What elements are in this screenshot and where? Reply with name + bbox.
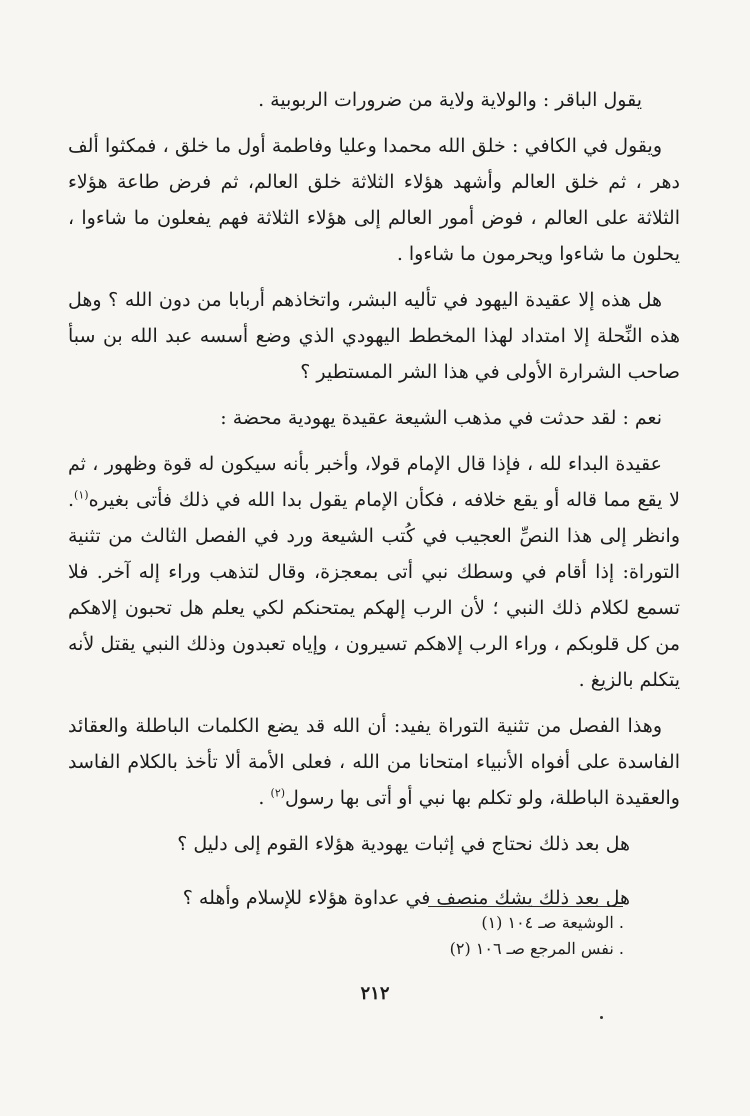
footnote-1: (١) الوشيعة صـ ١٠٤ . — [481, 913, 624, 932]
footnote-divider — [428, 906, 623, 907]
paragraph-yes: نعم : لقد حدثت في مذهب الشيعة عقيدة يهودية محضة : — [220, 407, 662, 429]
paragraph-kafi: ويقول في الكافي : خلق الله محمدا وعليا وفاطمة أول ما خلق ، فمكثوا ألف دهر ، ثم خلق العالم وأشهد هؤلاء الثلاثة خلق العالم، ثم فرض طاعة هؤلاء الثلاثة على العالم ، فوض أمور العالم إلى هؤلاء الثلاثة فهم يفعلون ما شاءوا ، يحلون ما شاءوا ويحرمون ما شاءوا . — [68, 135, 680, 265]
footnote-2: (٢) نفس المرجع صـ ١٠٦ . — [449, 939, 624, 958]
paragraph-question-jews: هل هذه إلا عقيدة اليهود في تأليه البشر، واتخاذهم أربابا من دون الله ؟ وهل هذه النِّحلة إلا امتداد لهذا المخطط اليهودي الذي وضع أسسه عبد الله بن سبأ صاحب الشرارة الأولى في هذا الشر المستطير ؟ — [68, 289, 680, 383]
torah-text: وهذا الفصل من تثنية التوراة يفيد: أن الله قد يضع الكلمات الباطلة والعقائد الفاسدة على أفواه الأنبياء امتحانا من الله ، فعلى الأمة ألا تأخذ بالكلام الفاسد والعقيدة الباطلة، ولو تكلم بها نبي أو أتى بها رسول — [68, 715, 680, 809]
print-speck — [600, 1016, 603, 1019]
footnote-ref-1: (١) — [74, 488, 89, 502]
bada-text: عقيدة البداء لله ، فإذا قال الإمام قولا، وأخبر بأنه سيكون له قوة وظهور ، ثم لا يقع مما قاله أو يقع خلافه ، فكأن الإمام يقول بدا الله في ذلك فأتى بغيره — [68, 453, 680, 511]
torah-text-end: . — [258, 787, 271, 809]
footnotes — [450, 910, 624, 962]
question-proof: هل بعد ذلك نحتاج في إثبات يهودية هؤلاء القوم إلى دليل ؟ — [177, 833, 630, 855]
paragraph-torah — [68, 708, 680, 816]
bada-text-continued: . وانظر إلى هذا النصِّ العجيب في كُتب الشيعة ورد في الفصل الثالث من تثنية التوراة: إذا أقام في وسطك نبي أتى بمعجزة، وقال لتذهب وراء إله آخر. فلا تسمع لكلام ذلك النبي ؛ لأن الرب إلهكم يمتحنكم لكي يعلم هل تحبون إلاهكم من كل قلوبكم ، وراء الرب إلاهكم تسيرون ، وإياه تعبدون وذلك النبي يقتل لأنه يتكلم بالزيغ . — [68, 489, 680, 691]
question-enmity: هل بعد ذلك يشك منصف في عداوة هؤلاء للإسلام وأهله ؟ — [182, 887, 630, 909]
page-number: ٢١٢ — [360, 983, 390, 1004]
footnote-ref-2: (٢) — [270, 786, 286, 800]
paragraph-baqir: يقول الباقر : والولاية ولاية من ضرورات الربوبية . — [258, 89, 642, 111]
paragraph-bada — [68, 446, 680, 698]
